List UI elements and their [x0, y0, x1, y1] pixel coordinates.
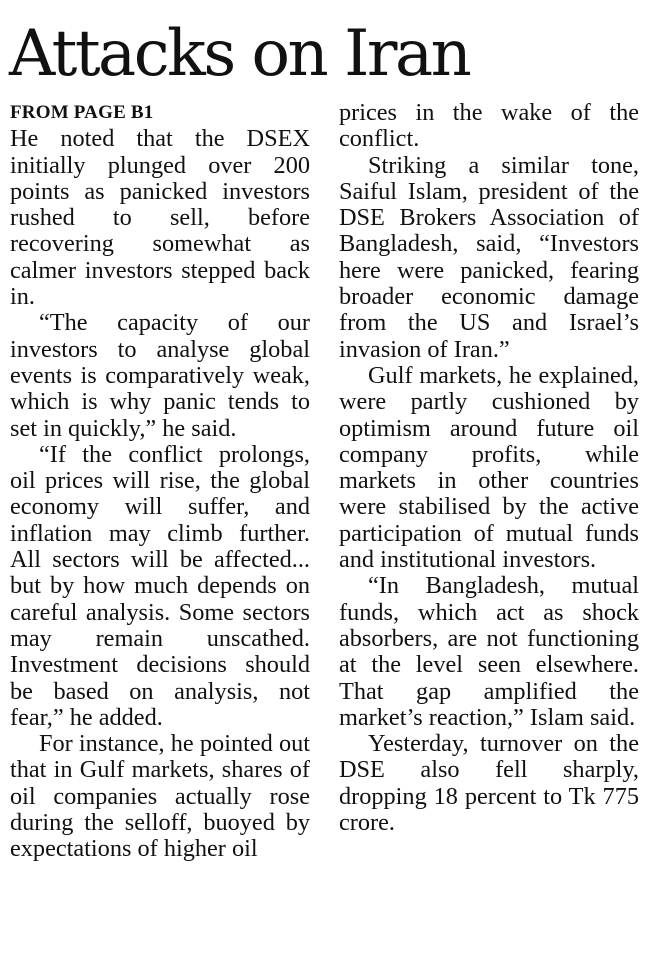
article-column-right — [339, 100, 639, 836]
paragraph: He noted that the DSEX initially plunged over 200 points as panicked investors rushed to sell, before recovering somewhat as calmer investors stepped back in. — [10, 125, 310, 311]
paragraph: For instance, he pointed out that in Gulf markets, shares of oil companies actually rose during the selloff, buoyed by expectations of higher oil — [10, 730, 310, 863]
article-column-left — [10, 100, 310, 863]
paragraph: “If the conflict prolongs, oil prices will rise, the global economy will suffer, and inflation may climb further. All sectors will be affected... but by how much depends on careful analysis. Some sectors may remain unscathed. Investment decisions should be based on analysis, not fear,” he added. — [10, 440, 310, 731]
paragraph: Yesterday, turnover on the DSE also fell sharply, dropping 18 percent to Tk 775 crore. — [339, 730, 639, 837]
paragraph: “In Bangladesh, mutual funds, which act as shock absorbers, are not functioning at the level seen elsewhere. That gap amplified the market’s reaction,” Islam said. — [339, 572, 639, 731]
paragraph: Gulf markets, he explained, were partly cushioned by optimism around future oil company profits, while markets in other countries were stabilised by the active participation of mutual funds and institutional investors. — [339, 361, 639, 574]
headline: Attacks on Iran — [9, 17, 470, 91]
continuation-kicker: FROM PAGE B1 — [10, 102, 154, 123]
paragraph-continued: prices in the wake of the conflict. — [339, 99, 639, 153]
paragraph: “The capacity of our investors to analyse global events is comparatively weak, which is why panic tends to set in quickly,” he said. — [10, 309, 310, 442]
paragraph: Striking a similar tone, Saiful Islam, president of the DSE Brokers Association of Bangladesh, said, “Investors here were panicked, fearing broader economic damage from the US and Israel’s invasion of Iran.” — [339, 151, 639, 363]
